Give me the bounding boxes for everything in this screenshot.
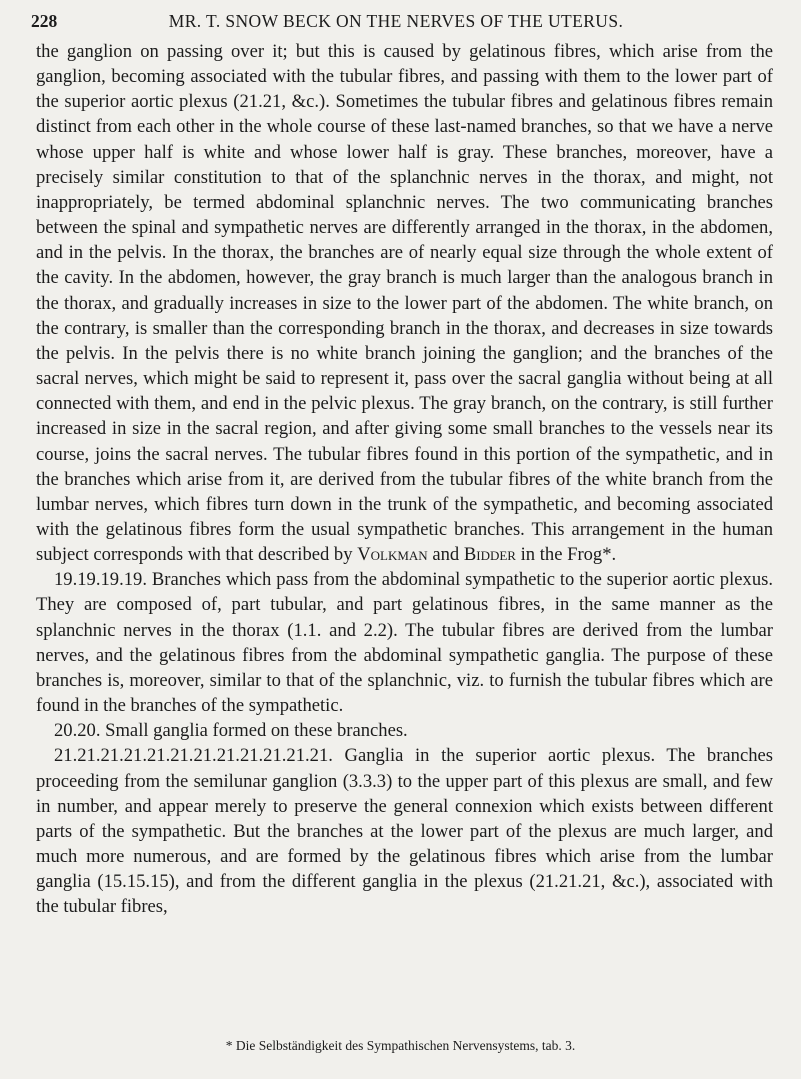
paragraph-ganglia-aortic-plexus: 21.21.21.21.21.21.21.21.21.21.21.21. Ganglia in the superior aortic plexus. The branches proceeding from the semilunar ganglion (3.3.3) to the upper part of this plexus are small, and few in number, and appear merely to preserve the general connexion which exists between different parts of the sympathetic. But the branches at the lower part of the plexus are much larger, and much more numerous, and are formed by the gelatinous fibres which arise from the lumbar ganglia (15.15.15), and from the different ganglia in the plexus (21.21.21, &c.), associated with the tubular fibres, bbox=[36, 745, 773, 918]
paragraph-continuation bbox=[36, 39, 773, 567]
paragraph-text: the ganglion on passing over it; but this is caused by gelatinous fibres, which arise from the ganglion, becoming associated with the tubular fibres, and passing with them to the lower part of the superior aortic plexus (21.21, &c.). Sometimes the tubular fibres and gelatinous fibres remain distinct from each other in the whole course of these last-named branches, so that we have a nerve whose upper half is white and whose lower half is gray. These branches, moreover, have a precisely similar constitution to that of the splanchnic nerves in the thorax, and might, not inappropriately, be termed abdominal splanchnic nerves. The two communicating branches between the spinal and sympathetic nerves are differently arranged in the thorax, in the abdomen, and in the pelvis. In the thorax, the branches are of nearly equal size through the whole extent of the cavity. In the abdomen, however, the gray branch is much larger than the analogous branch in the thorax, and gradually increases in size to the lower part of the abdomen. The white branch, on the contrary, is smaller than the corresponding branch in the thorax, and decreases in size towards the pelvis. In the pelvis there is no white branch joining the ganglion; and the branches of the sacral nerves, which might be said to represent it, pass over the sacral ganglia without being at all connected with them, and end in the pelvic plexus. The gray branch, on the contrary, is still further increased in size in the sacral region, and after giving some small branches to the vessels near its course, joins the sacral nerves. The tubular fibres found in this portion of the sympathetic, and in the branches which arise from it, are derived from the tubular fibres of the white branch from the lumbar nerves, which fibres turn down in the trunk of the sympathetic, and becoming associated with the gelatinous fibres form the usual sympathetic branches. This arrangement in the human subject corresponds with that described by bbox=[36, 41, 773, 566]
footnote: * Die Selbständigkeit des Sympathischen Nervensystems, tab. 3. bbox=[225, 1038, 576, 1053]
author-name-volkman: Volkman bbox=[357, 544, 428, 566]
conjunction-text: and bbox=[432, 544, 460, 566]
paragraph-ending: in the Frog*. bbox=[520, 544, 617, 566]
paragraph-branches-aortic: 19.19.19.19. Branches which pass from the abdominal sympathetic to the superior aortic plexus. They are composed of, part tubular, and part gelatinous fibres, in the same manner as the splanchnic nerves in the thorax (1.1. and 2.2). The tubular fibres are derived from the lumbar nerves, and the gelatinous fibres from the abdominal sympathetic ganglia. The purpose of these branches is, moreover, similar to that of the splanchnic, viz. to furnish the tubular fibres which are found in the branches of the sympathetic. bbox=[36, 569, 773, 717]
running-head bbox=[31, 9, 761, 33]
page-number: 228 bbox=[31, 11, 58, 31]
body-text bbox=[36, 39, 773, 919]
author-name-bidder: Bidder bbox=[463, 544, 516, 566]
paragraph-small-ganglia: 20.20. Small ganglia formed on these branches. bbox=[54, 720, 408, 742]
running-title: MR. T. SNOW BECK ON THE NERVES OF THE UTERUS. bbox=[168, 11, 624, 31]
